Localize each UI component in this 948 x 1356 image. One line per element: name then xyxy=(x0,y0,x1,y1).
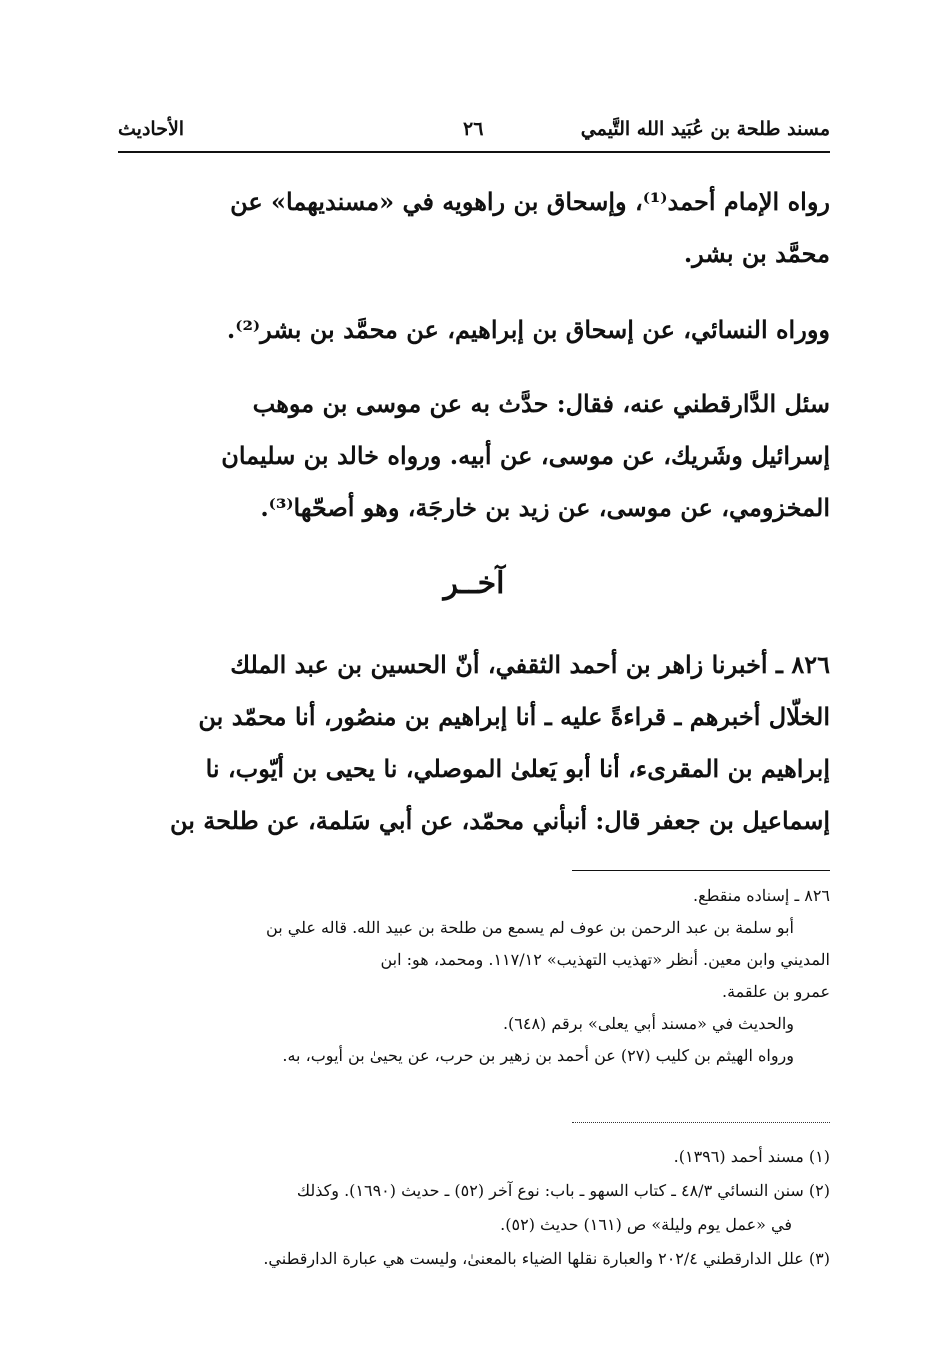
paragraph-line: الخلّال أخبرهم ـ قراءةً عليه ـ أنا إبراهيم بن منصُور، أنا محمّد بن xyxy=(198,702,830,731)
paragraph-line: إبراهيم بن المقرىء، أنا أبو يَعلىٰ الموصلي، نا يحيى بن أيّوب، نا xyxy=(205,754,830,783)
paragraph-line: رواه الإمام أحمد⁽¹⁾، وإسحاق بن راهويه في «مسنديهما» عن xyxy=(230,187,830,216)
footnote-separator xyxy=(572,1122,830,1123)
hadith-note xyxy=(118,880,830,1072)
paragraph-line: المخزومي، عن موسى، عن زيد بن خارجَة، وهو أصحّها⁽³⁾. xyxy=(260,493,830,522)
paragraph-line: سئل الدَّارقطني عنه، فقال: حدَّث به عن موسى بن موهب xyxy=(252,389,830,418)
footnote-3: (٣) علل الدارقطني ٢٠٢/٤ والعبارة نقلها الضياء بالمعنىٰ، وليست هي عبارة الدارقطني. xyxy=(263,1249,830,1268)
header-section: الأحاديث xyxy=(118,118,185,140)
header-book-title: مسند طلحة بن عُبَيد الله التَّيمي xyxy=(580,118,830,140)
footnote-1: (١) مسند أحمد (١٣٩٦). xyxy=(673,1147,830,1166)
paragraph-3 xyxy=(118,378,830,534)
paragraph-line: إسماعيل بن جعفر قال: أنبأني محمّد، عن أبي سَلمة، عن طلحة بن xyxy=(169,806,830,835)
paragraph-1 xyxy=(118,176,830,280)
section-title: آخــر xyxy=(443,566,505,601)
footnote-2: (٢) سنن النسائي ٤٨/٣ ـ كتاب السهو ـ باب: نوع آخر (٥٢) ـ حديث (١٦٩٠). وكذلك xyxy=(296,1181,830,1200)
note-line: والحديث في «مسند أبي يعلى» برقم (٦٤٨). xyxy=(502,1014,794,1033)
footnote-2-continued: في «عمل يوم وليلة» ص (١٦١) حديث (٥٢). xyxy=(500,1215,792,1234)
note-line: أبو سلمة بن عبد الرحمن بن عوف لم يسمع من طلحة بن عبيد الله. قاله علي بن xyxy=(266,918,794,937)
paragraph-line: محمَّد بن بشر. xyxy=(683,239,830,268)
hadith-826-text xyxy=(118,639,830,847)
paragraph-line: ٨٢٦ ـ أخبرنا زاهر بن أحمد الثقفي، أنّ الحسين بن عبد الملك xyxy=(230,650,830,679)
note-line: عمرو بن علقمة. xyxy=(721,982,830,1001)
header-page-number: ٢٦ xyxy=(463,118,484,140)
note-line: ورواه الهيثم بن كليب (٢٧) عن أحمد بن زهير بن حرب، عن يحيىٰ بن أيوب، به. xyxy=(282,1046,794,1065)
note-separator xyxy=(572,870,830,871)
note-line: ٨٢٦ ـ إسناده منقطع. xyxy=(692,886,830,905)
paragraph-2 xyxy=(118,304,830,356)
paragraph-line: إسرائيل وشَريك، عن موسى، عن أبيه. ورواه خالد بن سليمان xyxy=(221,441,830,470)
note-line: المديني وابن معين. أنظر «تهذيب التهذيب» ١١٧/١٢. ومحمد، هو: ابن xyxy=(380,950,830,969)
header-rule xyxy=(118,151,830,153)
page-header xyxy=(118,108,830,152)
paragraph-line: ووراه النسائي، عن إسحاق بن إبراهيم، عن محمَّد بن بشر⁽²⁾. xyxy=(226,315,830,344)
footnotes xyxy=(118,1140,830,1276)
